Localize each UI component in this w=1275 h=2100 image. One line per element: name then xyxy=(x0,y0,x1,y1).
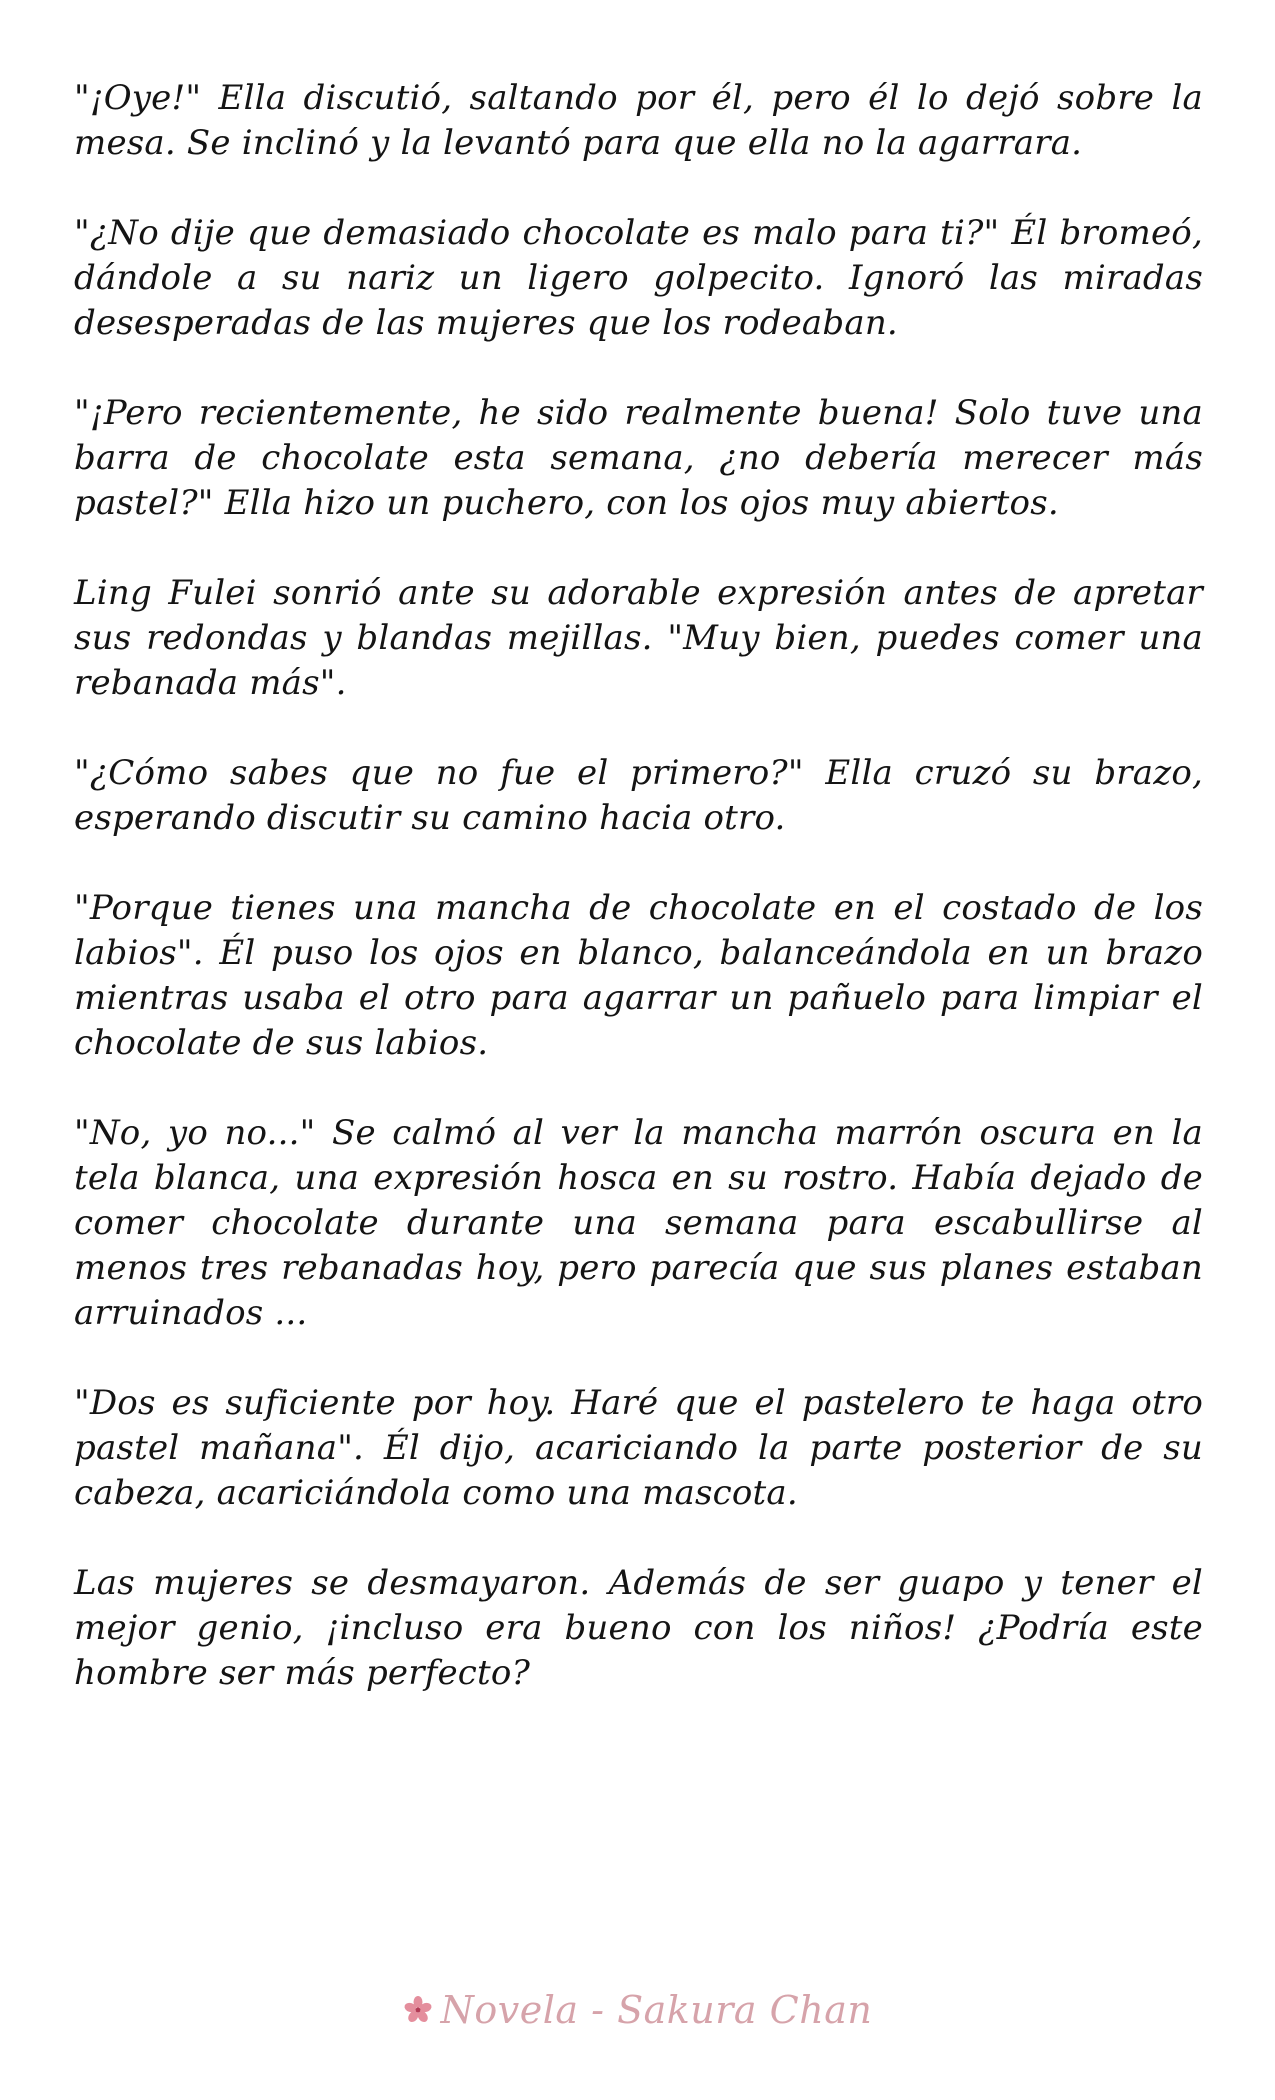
watermark xyxy=(0,1985,1275,2035)
paragraph: "Dos es suficiente por hoy. Haré que el pastelero te haga otro pastel mañana". Él dijo, acariciando la parte posterior de su cabeza, acariciándola como una mascota. xyxy=(74,1383,1203,1513)
watermark-text: Novela - Sakura Chan xyxy=(440,1988,873,2032)
paragraph: Ling Fulei sonrió ante su adorable expresión antes de apretar sus redondas y blandas mejillas. "Muy bien, puedes comer una rebanada más". xyxy=(74,573,1203,703)
paragraph: "¡Pero recientemente, he sido realmente buena! Solo tuve una barra de chocolate esta semana, ¿no debería merecer más pastel?" Ella hizo un puchero, con los ojos muy abiertos. xyxy=(74,393,1203,523)
story-text xyxy=(74,76,1203,1696)
paragraph: "¡Oye!" Ella discutió, saltando por él, pero él lo dejó sobre la mesa. Se inclinó y la levantó para que ella no la agarrara. xyxy=(74,78,1203,163)
paragraph: Las mujeres se desmayaron. Además de ser guapo y tener el mejor genio, ¡incluso era bueno con los niños! ¿Podría este hombre ser más perfecto? xyxy=(74,1563,1203,1693)
paragraph: "No, yo no..." Se calmó al ver la mancha marrón oscura en la tela blanca, una expresión hosca en su rostro. Había dejado de comer chocolate durante una semana para escabullirse al menos tres rebanadas hoy, pero parecía que sus planes estaban arruinados ... xyxy=(74,1113,1203,1333)
paragraph: "¿No dije que demasiado chocolate es malo para ti?" Él bromeó, dándole a su nariz un ligero golpecito. Ignoró las miradas desesperadas de las mujeres que los rodeaban. xyxy=(74,213,1203,343)
sakura-flower-icon xyxy=(403,1995,433,2025)
paragraph: "Porque tienes una mancha de chocolate en el costado de los labios". Él puso los ojos en blanco, balanceándola en un brazo mientras usaba el otro para agarrar un pañuelo para limpiar el chocolate de sus labios. xyxy=(74,888,1203,1063)
paragraph: "¿Cómo sabes que no fue el primero?" Ella cruzó su brazo, esperando discutir su camino hacia otro. xyxy=(74,753,1203,838)
